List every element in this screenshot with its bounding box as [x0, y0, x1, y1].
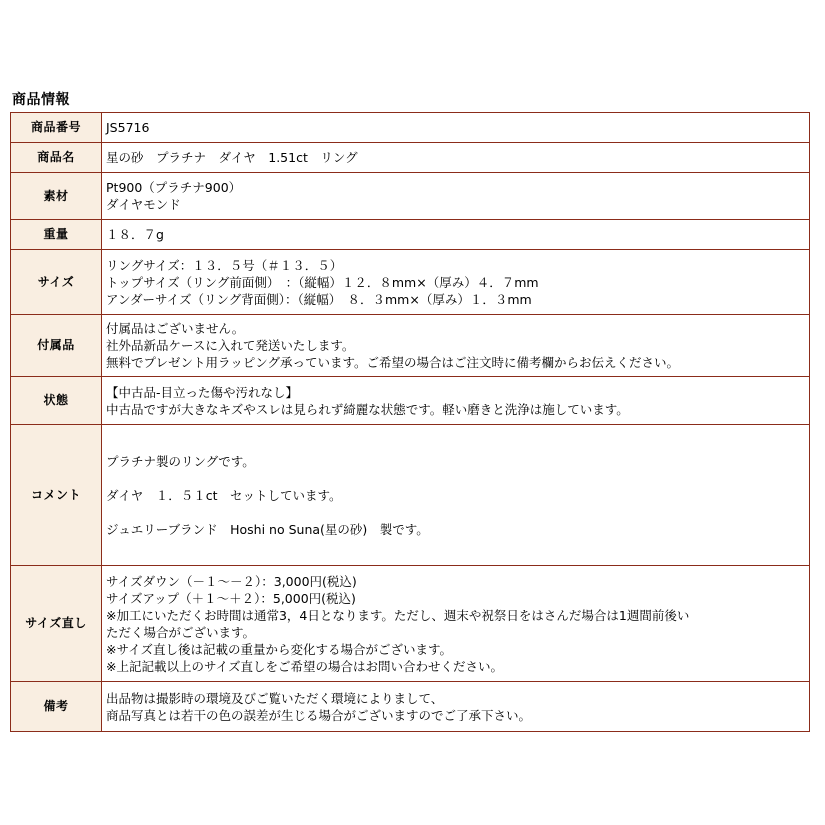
size-line: リングサイズ：１３．５号（＃１３．５）: [106, 257, 343, 273]
label-product-number: 商品番号: [11, 113, 102, 143]
row-material: [11, 173, 810, 220]
label-condition: 状態: [11, 377, 102, 425]
accessories-line: 社外品新品ケースに入れて発送いたします。: [106, 338, 355, 353]
row-product-number: [11, 113, 810, 143]
value-product-number: JS5716: [102, 113, 810, 143]
section-title: 商品情報: [12, 92, 70, 108]
value-material: [102, 173, 810, 220]
condition-line: 中古品ですが大きなキズやスレは見られず綺麗な状態です。軽い磨きと洗浄は施しています。: [106, 401, 629, 417]
size-line: トップサイズ（リング前面側） ：（縦幅）１２．８mm×（厚み）４．７mm: [106, 274, 539, 290]
label-accessories: 付属品: [11, 315, 102, 377]
resize-line: ただく場合がございます。: [106, 624, 256, 640]
label-notes: 備考: [11, 682, 102, 732]
row-condition: [11, 377, 810, 425]
value-comment: [102, 425, 810, 566]
label-product-name: 商品名: [11, 143, 102, 173]
row-size: [11, 250, 810, 315]
label-material: 素材: [11, 173, 102, 220]
row-product-name: [11, 143, 810, 173]
value-weight: １８．７g: [102, 220, 810, 250]
size-line: アンダーサイズ（リング背面側）：（縦幅） ８．３mm×（厚み）１．３mm: [106, 291, 532, 307]
row-resize: [11, 566, 810, 682]
product-info-table: [10, 112, 810, 732]
material-line: Pt900（プラチナ900）: [106, 180, 242, 195]
notes-line: 商品写真とは若干の色の誤差が生じる場合がございますのでご了承下さい。: [106, 707, 532, 723]
label-size: サイズ: [11, 250, 102, 315]
row-comment: [11, 425, 810, 566]
comment-line: ダイヤ １．５１ct セットしています。: [106, 487, 342, 503]
row-notes: [11, 682, 810, 732]
value-resize: [102, 566, 810, 682]
label-resize: サイズ直し: [11, 566, 102, 682]
value-accessories: [102, 315, 810, 377]
row-accessories: [11, 315, 810, 377]
row-weight: [11, 220, 810, 250]
condition-line: 【中古品-目立った傷や汚れなし】: [106, 384, 299, 400]
resize-line: ※上記記載以上のサイズ直しをご希望の場合はお問い合わせください。: [106, 658, 503, 674]
label-comment: コメント: [11, 425, 102, 566]
value-size: [102, 250, 810, 315]
resize-line: ※加工にいただくお時間は通常3，4日となります。ただし、週末や祝祭日をはさんだ場合は1週間前後い: [106, 607, 690, 623]
resize-line: サイズダウン（－１～－２）：3,000円(税込): [106, 573, 357, 589]
resize-line: サイズアップ（＋１～＋２）：5,000円(税込): [106, 590, 356, 606]
comment-line: ジュエリーブランド Hoshi no Suna(星の砂) 製です。: [106, 521, 429, 537]
material-line: ダイヤモンド: [106, 197, 181, 212]
value-condition: [102, 377, 810, 425]
value-product-name: 星の砂 プラチナ ダイヤ 1.51ct リング: [102, 143, 810, 173]
notes-line: 出品物は撮影時の環境及びご覧いただく環境によりまして、: [106, 690, 444, 706]
label-weight: 重量: [11, 220, 102, 250]
resize-line: ※サイズ直し後は記載の重量から変化する場合がございます。: [106, 641, 452, 657]
comment-line: プラチナ製のリングです。: [106, 453, 255, 469]
value-notes: [102, 682, 810, 732]
accessories-line: 無料でプレゼント用ラッピング承っています。ご希望の場合はご注文時に備考欄からお伝えください。: [106, 355, 680, 370]
accessories-line: 付属品はございません。: [106, 321, 245, 336]
